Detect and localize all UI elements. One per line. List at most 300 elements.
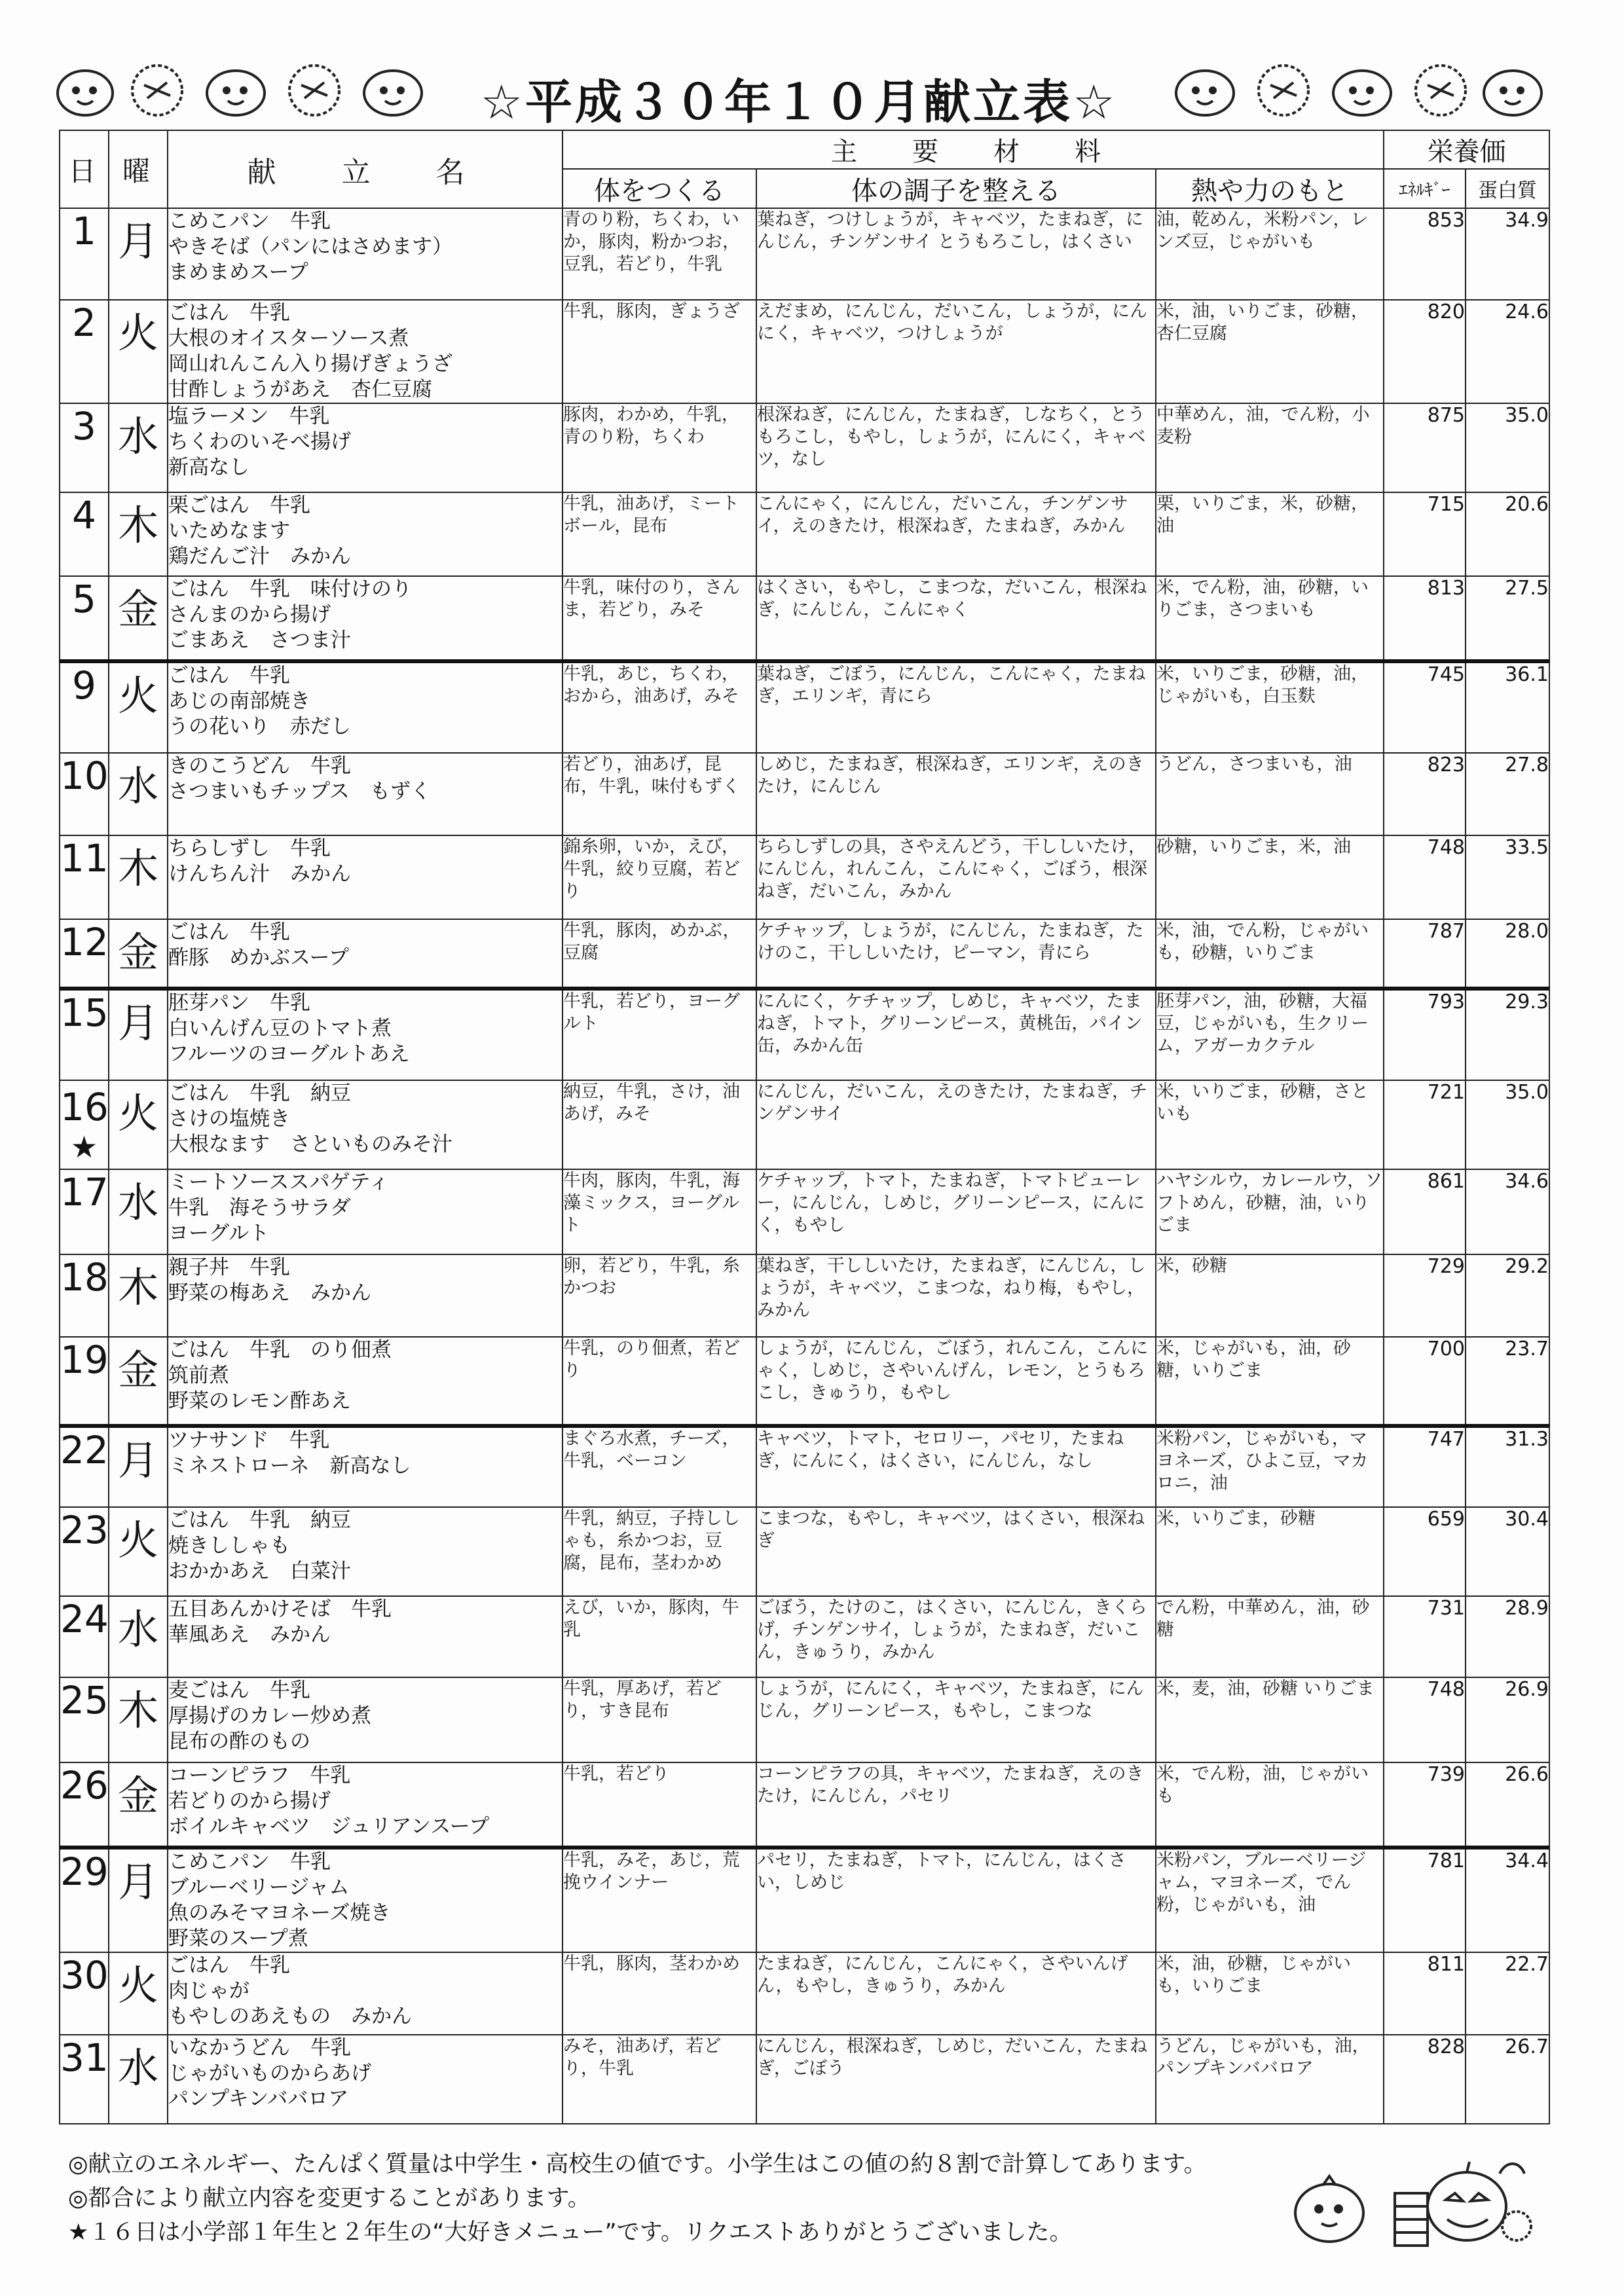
protein-value-cell: 29.3 — [1466, 989, 1549, 1080]
weekday-cell: 水 — [109, 403, 168, 492]
menu-row — [60, 835, 1549, 919]
header-protein: 蛋白質 — [1466, 169, 1549, 208]
menu-item: 焼きししゃも — [168, 1534, 290, 1558]
energy-value-cell: 700 — [1384, 1337, 1466, 1426]
day-number: 25 — [60, 1678, 109, 1722]
header-main-ingredients: 主 要 材 料 — [563, 130, 1384, 169]
energy-value-cell: 748 — [1384, 835, 1466, 919]
weekday-cell: 木 — [109, 492, 168, 576]
day-number: 30 — [60, 1953, 109, 1997]
body-build-cell: 豚肉，わかめ，牛乳，青のり粉，ちくわ — [563, 403, 756, 492]
note-3: ★１６日は小学部１年生と２年生の“大好きメニュー”です。リクエストありがとうございました。 — [68, 2219, 1073, 2246]
protein-value-cell: 26.6 — [1466, 1762, 1549, 1848]
menu-item: ちくわのいそべ揚げ — [168, 430, 351, 454]
body-condition-cell: こまつな，もやし，キャベツ，はくさい，根深ねぎ — [756, 1507, 1156, 1596]
menu-row — [60, 1952, 1549, 2035]
body-condition-cell: しょうが，にんにく，キャベツ，たまねぎ，にんじん，グリーンピース，もやし，こまつな — [756, 1677, 1156, 1762]
energy-value-cell: 875 — [1384, 403, 1466, 492]
menu-item: 白いんげん豆のトマト煮 — [168, 1017, 392, 1040]
energy-source-cell: 米，じゃがいも，油，砂糖，いりごま — [1156, 1337, 1384, 1426]
menu-name-cell — [168, 1337, 563, 1426]
day-number: 4 — [72, 493, 96, 538]
menu-item: 厚揚げのカレー炒め煮 — [168, 1704, 371, 1728]
body-condition-cell: キャベツ，トマト，セロリー，パセリ，たまねぎ，にんにく，はくさい，にんじん，なし — [756, 1426, 1156, 1507]
menu-name-cell — [168, 661, 563, 753]
energy-source-cell: 油，乾めん，米粉パン，レンズ豆，じゃがいも — [1156, 208, 1384, 300]
menu-name-cell — [168, 919, 563, 989]
day-cell — [60, 576, 109, 661]
protein-value-cell: 34.4 — [1466, 1848, 1549, 1952]
menu-item: やきそば（パンにはさめます） — [168, 235, 452, 259]
header — [52, 39, 1545, 137]
right-decoration-icons — [1166, 52, 1545, 124]
protein-value-cell: 34.6 — [1466, 1169, 1549, 1254]
body-build-cell: 牛乳，厚あげ，若どり，すき昆布 — [563, 1677, 756, 1762]
body-build-cell: 牛乳，若どり，ヨーグルト — [563, 989, 756, 1080]
energy-source-cell: 米，でん粉，油，砂糖，いりごま，さつまいも — [1156, 576, 1384, 661]
menu-item: おかかあえ 白菜汁 — [168, 1559, 351, 1583]
day-cell — [60, 1762, 109, 1848]
menu-row — [60, 661, 1549, 753]
day-number: 19 — [60, 1338, 109, 1382]
protein-value-cell: 28.9 — [1466, 1596, 1549, 1677]
day-number: 1 — [72, 209, 96, 253]
menu-item: 野菜のスープ煮 — [168, 1927, 308, 1950]
body-build-cell: 卵，若どり，牛乳，糸かつお — [563, 1254, 756, 1337]
menu-name-cell — [168, 2035, 563, 2124]
body-condition-cell: にんじん，根深ねぎ，しめじ，だいこん，たまねぎ，ごぼう — [756, 2035, 1156, 2124]
menu-item: まめまめスープ — [168, 261, 308, 284]
menu-name-cell — [168, 492, 563, 576]
body-condition-cell: ちらしずしの具，さやえんどう，干ししいたけ，にんじん，れんこん，こんにゃく，ごぼう，根深ねぎ，だいこん，みかん — [756, 835, 1156, 919]
header-nutrition: 栄養価 — [1384, 130, 1549, 169]
body-condition-cell: 葉ねぎ，ごぼう，にんじん，こんにゃく，たまねぎ，エリンギ，青にら — [756, 661, 1156, 753]
body-build-cell: えび，いか，豚肉，牛乳 — [563, 1596, 756, 1677]
weekday-cell: 火 — [109, 661, 168, 753]
menu-row — [60, 300, 1549, 403]
menu-item: 酢豚 めかぶスープ — [168, 946, 349, 970]
star-icon: ★ — [70, 1129, 98, 1165]
day-number: 18 — [60, 1255, 109, 1300]
menu-item: 新高なし — [168, 456, 249, 479]
page-title: ☆平成３０年１０月献立表☆ — [480, 75, 1118, 130]
day-cell — [60, 1952, 109, 2035]
menu-item: 若どりのから揚げ — [168, 1789, 331, 1813]
day-number: 22 — [60, 1428, 109, 1472]
menu-name-cell — [168, 1596, 563, 1677]
body-build-cell: 牛乳，納豆，子持ししゃも，糸かつお，豆腐，昆布，茎わかめ — [563, 1507, 756, 1596]
menu-item: ミネストローネ 新高なし — [168, 1454, 411, 1478]
menu-item: ちらしずし 牛乳 — [168, 837, 331, 860]
body-build-cell: 牛乳，豚肉，めかぶ，豆腐 — [563, 919, 756, 989]
menu-item: ごはん 牛乳 — [168, 1954, 290, 1977]
menu-row — [60, 1337, 1549, 1426]
weekday-cell: 月 — [109, 1848, 168, 1952]
weekday-cell: 水 — [109, 1169, 168, 1254]
menu-item: 魚のみそマヨネーズ焼き — [168, 1901, 391, 1925]
day-cell — [60, 919, 109, 989]
day-cell — [60, 2035, 109, 2124]
protein-value-cell: 28.0 — [1466, 919, 1549, 989]
menu-item: ごはん 牛乳 納豆 — [168, 1508, 351, 1532]
header-dow: 曜 — [109, 130, 168, 208]
weekday-cell: 月 — [109, 989, 168, 1080]
menu-item: ミートソーススパゲティ — [168, 1171, 389, 1194]
menu-item: こめこパン 牛乳 — [168, 210, 331, 233]
note-2: ◎都合により献立内容を変更することがあります。 — [68, 2185, 591, 2212]
body-build-cell: 青のり粉，ちくわ，いか，豚肉，粉かつお，豆乳，若どり，牛乳 — [563, 208, 756, 300]
menu-row — [60, 1254, 1549, 1337]
body-build-cell: 牛乳，若どり — [563, 1762, 756, 1848]
energy-source-cell: 米，油，いりごま，砂糖，杏仁豆腐 — [1156, 300, 1384, 403]
day-cell — [60, 1677, 109, 1762]
menu-item: 親子丼 牛乳 — [168, 1256, 290, 1279]
menu-item: 麦ごはん 牛乳 — [168, 1679, 310, 1702]
energy-value-cell: 828 — [1384, 2035, 1466, 2124]
protein-value-cell: 35.0 — [1466, 1080, 1549, 1169]
energy-value-cell: 853 — [1384, 208, 1466, 300]
weekday-cell: 月 — [109, 208, 168, 300]
energy-source-cell: 米，麦，油，砂糖 いりごま — [1156, 1677, 1384, 1762]
protein-value-cell: 31.3 — [1466, 1426, 1549, 1507]
day-number: 23 — [60, 1508, 109, 1552]
day-cell — [60, 1337, 109, 1426]
menu-item: いためなます — [168, 519, 290, 543]
day-cell — [60, 1254, 109, 1337]
weekday-cell: 水 — [109, 753, 168, 835]
energy-source-cell: 砂糖，いりごま，米，油 — [1156, 835, 1384, 919]
body-build-cell: 牛乳，味付のり，さんま，若どり，みそ — [563, 576, 756, 661]
menu-item: ツナサンド 牛乳 — [168, 1429, 330, 1452]
body-build-cell: 牛乳，油あげ，ミートボール，昆布 — [563, 492, 756, 576]
energy-source-cell: 米，砂糖 — [1156, 1254, 1384, 1337]
menu-row — [60, 492, 1549, 576]
day-number: 11 — [60, 836, 109, 881]
menu-item: 昆布の酢のもの — [168, 1730, 310, 1753]
weekday-cell: 水 — [109, 2035, 168, 2124]
protein-value-cell: 23.7 — [1466, 1337, 1549, 1426]
body-build-cell: 納豆，牛乳，さけ，油あげ，みそ — [563, 1080, 756, 1169]
menu-name-cell — [168, 1507, 563, 1596]
menu-row — [60, 1080, 1549, 1169]
menu-name-cell — [168, 1080, 563, 1169]
day-number: 26 — [60, 1763, 109, 1808]
body-build-cell: 牛乳，あじ，ちくわ，おから，油あげ，みそ — [563, 661, 756, 753]
menu-item: うの花いり 赤だし — [168, 715, 351, 738]
day-number: 3 — [72, 404, 96, 448]
menu-row — [60, 1762, 1549, 1848]
day-number: 17 — [60, 1170, 109, 1214]
menu-table-body — [60, 208, 1549, 2124]
header-energy: ｴﾈﾙｷﾞｰ — [1384, 169, 1466, 208]
body-condition-cell: たまねぎ，にんじん，こんにゃく，さやいんげん，もやし，きゅうり，みかん — [756, 1952, 1156, 2035]
menu-row — [60, 1169, 1549, 1254]
protein-value-cell: 20.6 — [1466, 492, 1549, 576]
protein-value-cell: 35.0 — [1466, 403, 1549, 492]
menu-row — [60, 1426, 1549, 1507]
menu-item: こめこパン 牛乳 — [168, 1850, 331, 1874]
header-menu-name: 献 立 名 — [168, 130, 563, 208]
body-condition-cell: 根深ねぎ，にんじん，たまねぎ，しなちく，とうもろこし，もやし，しょうが，にんにく，キャベツ，なし — [756, 403, 1156, 492]
body-condition-cell: えだまめ，にんじん，だいこん，しょうが，にんにく，キャベツ，つけしょうが — [756, 300, 1156, 403]
header-energy-source: 熱や力のもと — [1156, 169, 1384, 208]
energy-value-cell: 731 — [1384, 1596, 1466, 1677]
menu-name-cell — [168, 403, 563, 492]
day-cell — [60, 835, 109, 919]
menu-item: 塩ラーメン 牛乳 — [168, 405, 330, 428]
notes — [68, 2147, 1312, 2250]
weekday-cell: 火 — [109, 300, 168, 403]
menu-item: 胚芽パン 牛乳 — [168, 991, 310, 1015]
energy-source-cell: 米，いりごま，砂糖 — [1156, 1507, 1384, 1596]
energy-source-cell: うどん，じゃがいも，油，パンプキンババロア — [1156, 2035, 1384, 2124]
weekday-cell: 金 — [109, 1762, 168, 1848]
day-cell — [60, 661, 109, 753]
menu-item: 牛乳 海そうサラダ — [168, 1196, 351, 1220]
energy-value-cell: 659 — [1384, 1507, 1466, 1596]
day-number: 12 — [60, 920, 109, 964]
day-number: 24 — [60, 1597, 109, 1641]
body-condition-cell: こんにゃく，にんじん，だいこん，チンゲンサイ，えのきたけ，根深ねぎ，たまねぎ，みかん — [756, 492, 1156, 576]
menu-item: 甘酢しょうがあえ 杏仁豆腐 — [168, 378, 432, 401]
day-cell — [60, 1080, 109, 1169]
menu-item: ごはん 牛乳 — [168, 301, 290, 325]
protein-value-cell: 26.9 — [1466, 1677, 1549, 1762]
body-condition-cell: ケチャップ，トマト，たまねぎ，トマトピューレー，にんじん，しめじ，グリーンピース，にんにく，もやし — [756, 1169, 1156, 1254]
body-build-cell: 牛乳，豚肉，茎わかめ — [563, 1952, 756, 2035]
body-build-cell: 牛乳，のり佃煮，若どり — [563, 1337, 756, 1426]
weekday-cell: 金 — [109, 576, 168, 661]
menu-item: きのこうどん 牛乳 — [168, 754, 351, 778]
protein-value-cell: 24.6 — [1466, 300, 1549, 403]
menu-name-cell — [168, 753, 563, 835]
energy-source-cell: 米，でん粉，油，じゃがいも — [1156, 1762, 1384, 1848]
day-cell — [60, 300, 109, 403]
menu-name-cell — [168, 1169, 563, 1254]
menu-name-cell — [168, 1677, 563, 1762]
header-body-condition: 体の調子を整える — [756, 169, 1156, 208]
weekday-cell: 木 — [109, 1677, 168, 1762]
energy-value-cell: 781 — [1384, 1848, 1466, 1952]
menu-name-cell — [168, 1426, 563, 1507]
menu-item: コーンピラフ 牛乳 — [168, 1764, 351, 1787]
menu-item: ごはん 牛乳 のり佃煮 — [168, 1338, 392, 1362]
body-condition-cell: にんにく，ケチャップ，しめじ，キャベツ，たまねぎ，トマト，グリーンピース，黄桃缶，パイン缶，みかん缶 — [756, 989, 1156, 1080]
weekday-cell: 金 — [109, 919, 168, 989]
protein-value-cell: 27.8 — [1466, 753, 1549, 835]
day-number: 29 — [60, 1850, 109, 1894]
day-number: 9 — [72, 663, 96, 708]
menu-row — [60, 403, 1549, 492]
menu-item: ごはん 牛乳 — [168, 920, 290, 944]
menu-name-cell — [168, 1848, 563, 1952]
menu-name-cell — [168, 208, 563, 300]
menu-row — [60, 919, 1549, 989]
body-build-cell: みそ，油あげ，若どり，牛乳 — [563, 2035, 756, 2124]
menu-row — [60, 989, 1549, 1080]
menu-item: あじの南部焼き — [168, 689, 310, 713]
protein-value-cell: 36.1 — [1466, 661, 1549, 753]
energy-value-cell: 793 — [1384, 989, 1466, 1080]
day-number: 10 — [60, 754, 109, 798]
menu-row — [60, 576, 1549, 661]
menu-item: フルーツのヨーグルトあえ — [168, 1042, 410, 1066]
energy-value-cell: 739 — [1384, 1762, 1466, 1848]
body-build-cell: 若どり，油あげ，昆布，牛乳，味付もずく — [563, 753, 756, 835]
day-cell — [60, 1596, 109, 1677]
menu-item: ごはん 牛乳 味付けのり — [168, 577, 412, 601]
menu-item: もやしのあえもの みかん — [168, 2005, 412, 2028]
day-cell — [60, 492, 109, 576]
menu-name-cell — [168, 576, 563, 661]
menu-item: パンプキンババロア — [168, 2087, 349, 2111]
menu-row — [60, 1677, 1549, 1762]
energy-source-cell: 米，油，でん粉，じゃがいも，砂糖，いりごま — [1156, 919, 1384, 989]
menu-item: さけの塩焼き — [168, 1107, 290, 1131]
energy-source-cell: 米粉パン，じゃがいも，マヨネーズ，ひよこ豆，マカロニ，油 — [1156, 1426, 1384, 1507]
menu-name-cell — [168, 989, 563, 1080]
body-build-cell: 牛乳，豚肉，ぎょうざ — [563, 300, 756, 403]
menu-row — [60, 208, 1549, 300]
protein-value-cell: 33.5 — [1466, 835, 1549, 919]
menu-item: さつまいもチップス もずく — [168, 780, 431, 803]
energy-value-cell: 715 — [1384, 492, 1466, 576]
header-body-build: 体をつくる — [563, 169, 756, 208]
menu-item: けんちん汁 みかん — [168, 862, 351, 886]
day-number: 15 — [60, 991, 109, 1035]
weekday-cell: 火 — [109, 1080, 168, 1169]
energy-value-cell: 748 — [1384, 1677, 1466, 1762]
energy-source-cell: でん粉，中華めん，油，砂糖 — [1156, 1596, 1384, 1677]
energy-source-cell: 栗，いりごま，米，砂糖，油 — [1156, 492, 1384, 576]
weekday-cell: 金 — [109, 1337, 168, 1426]
day-cell — [60, 1426, 109, 1507]
weekday-cell: 月 — [109, 1426, 168, 1507]
body-condition-cell: 葉ねぎ，干ししいたけ，たまねぎ，にんじん，しょうが，キャベツ，こまつな，ねり梅，もやし，みかん — [756, 1254, 1156, 1337]
menu-item: さんまのから揚げ — [168, 603, 331, 627]
energy-source-cell: 米，いりごま，砂糖，油，じゃがいも，白玉麩 — [1156, 661, 1384, 753]
protein-value-cell: 22.7 — [1466, 1952, 1549, 2035]
day-cell — [60, 208, 109, 300]
body-condition-cell: ケチャップ，しょうが，にんじん，たまねぎ，たけのこ，干ししいたけ，ピーマン，青にら — [756, 919, 1156, 989]
menu-item: ごまあえ さつま汁 — [168, 629, 351, 652]
body-condition-cell: しょうが，にんじん，ごぼう，れんこん，こんにゃく，しめじ，さやいんげん，レモン，とうもろこし，きゅうり，もやし — [756, 1337, 1156, 1426]
energy-value-cell: 721 — [1384, 1080, 1466, 1169]
menu-item: 肉じゃが — [168, 1979, 249, 2003]
menu-item: ボイルキャベツ ジュリアンスープ — [168, 1815, 490, 1838]
day-cell — [60, 1848, 109, 1952]
body-condition-cell: にんじん，だいこん，えのきたけ，たまねぎ，チンゲンサイ — [756, 1080, 1156, 1169]
protein-value-cell: 29.2 — [1466, 1254, 1549, 1337]
menu-row — [60, 1848, 1549, 1952]
energy-source-cell: 米粉パン，ブルーベリージャム，マヨネーズ，でん粉，じゃがいも，油 — [1156, 1848, 1384, 1952]
energy-value-cell: 823 — [1384, 753, 1466, 835]
protein-value-cell: 27.5 — [1466, 576, 1549, 661]
menu-item: 野菜の梅あえ みかん — [168, 1281, 371, 1305]
energy-value-cell: 861 — [1384, 1169, 1466, 1254]
day-cell — [60, 403, 109, 492]
weekday-cell: 木 — [109, 835, 168, 919]
body-build-cell: 牛乳，みそ，あじ，荒挽ウインナー — [563, 1848, 756, 1952]
energy-value-cell: 747 — [1384, 1426, 1466, 1507]
day-cell — [60, 753, 109, 835]
menu-item: ヨーグルト — [168, 1222, 270, 1245]
energy-value-cell: 820 — [1384, 300, 1466, 403]
menu-name-cell — [168, 835, 563, 919]
energy-value-cell: 811 — [1384, 1952, 1466, 2035]
menu-item: 岡山れんこん入り揚げぎょうざ — [168, 352, 452, 376]
body-build-cell: 牛肉，豚肉，牛乳，海藻ミックス，ヨーグルト — [563, 1169, 756, 1254]
body-condition-cell: コーンピラフの具，キャベツ，たまねぎ，えのきたけ，にんじん，パセリ — [756, 1762, 1156, 1848]
energy-value-cell: 787 — [1384, 919, 1466, 989]
menu-item: 大根なます さといものみそ汁 — [168, 1133, 452, 1156]
day-number: 5 — [72, 577, 96, 621]
body-condition-cell: 葉ねぎ，つけしょうが，キャベツ，たまねぎ，にんじん，チンゲンサイ とうもろこし，はくさい — [756, 208, 1156, 300]
energy-value-cell: 729 — [1384, 1254, 1466, 1337]
menu-row — [60, 1507, 1549, 1596]
menu-name-cell — [168, 1254, 563, 1337]
energy-value-cell: 813 — [1384, 576, 1466, 661]
menu-item: 栗ごはん 牛乳 — [168, 494, 310, 517]
body-build-cell: 錦糸卵，いか，えび，牛乳，絞り豆腐，若どり — [563, 835, 756, 919]
menu-row — [60, 753, 1549, 835]
energy-source-cell: 中華めん，油，でん粉，小麦粉 — [1156, 403, 1384, 492]
menu-item: 大根のオイスターソース煮 — [168, 327, 409, 350]
menu-item: じゃがいものからあげ — [168, 2062, 371, 2085]
protein-value-cell: 34.9 — [1466, 208, 1549, 300]
menu-item: 華風あえ みかん — [168, 1623, 331, 1647]
menu-name-cell — [168, 1952, 563, 2035]
menu-item: ごはん 牛乳 納豆 — [168, 1082, 351, 1105]
menu-item: ごはん 牛乳 — [168, 664, 290, 687]
menu-name-cell — [168, 1762, 563, 1848]
menu-row — [60, 1596, 1549, 1677]
body-condition-cell: パセリ，たまねぎ，トマト，にんじん，はくさい，しめじ — [756, 1848, 1156, 1952]
day-number: 2 — [72, 301, 96, 345]
menu-item: 野菜のレモン酢あえ — [168, 1389, 351, 1413]
energy-source-cell: 胚芽パン，油，砂糖，大福豆，じゃがいも，生クリーム，アガーカクテル — [1156, 989, 1384, 1080]
body-condition-cell: しめじ，たまねぎ，根深ねぎ，エリンギ，えのきたけ，にんじん — [756, 753, 1156, 835]
day-number: 31 — [60, 2035, 109, 2080]
day-number: 16 — [60, 1085, 109, 1129]
protein-value-cell: 26.7 — [1466, 2035, 1549, 2124]
menu-item: いなかうどん 牛乳 — [168, 2036, 351, 2060]
menu-item: 五目あんかけそば 牛乳 — [168, 1597, 392, 1621]
header-day: 日 — [60, 130, 109, 208]
day-cell — [60, 1169, 109, 1254]
energy-source-cell: 米，いりごま，砂糖，さといも — [1156, 1080, 1384, 1169]
menu-name-cell — [168, 300, 563, 403]
menu-row — [60, 2035, 1549, 2124]
menu-item: ブルーベリージャム — [168, 1876, 350, 1899]
halloween-illustration — [1283, 2147, 1545, 2252]
menu-table — [59, 130, 1550, 2124]
menu-item: 鶏だんご汁 みかん — [168, 545, 351, 568]
energy-source-cell: ハヤシルウ，カレールウ，ソフトめん，砂糖，油，いりごま — [1156, 1169, 1384, 1254]
day-cell — [60, 1507, 109, 1596]
energy-source-cell: 米，油，砂糖，じゃがいも，いりごま — [1156, 1952, 1384, 2035]
note-1: ◎献立のエネルギー、たんぱく質量は中学生・高校生の値です。小学生はこの値の約８割で計算してあります。 — [68, 2151, 1207, 2178]
energy-value-cell: 745 — [1384, 661, 1466, 753]
menu-item: 筑前煮 — [168, 1364, 229, 1387]
body-condition-cell: ごぼう，たけのこ，はくさい，にんじん，きくらげ，チンゲンサイ，しょうが，たまねぎ，だいこん，きゅうり，みかん — [756, 1596, 1156, 1677]
weekday-cell: 水 — [109, 1596, 168, 1677]
energy-source-cell: うどん，さつまいも，油 — [1156, 753, 1384, 835]
body-condition-cell: はくさい，もやし，こまつな，だいこん，根深ねぎ，にんじん，こんにゃく — [756, 576, 1156, 661]
protein-value-cell: 30.4 — [1466, 1507, 1549, 1596]
body-build-cell: まぐろ水煮，チーズ，牛乳，ベーコン — [563, 1426, 756, 1507]
day-cell — [60, 989, 109, 1080]
